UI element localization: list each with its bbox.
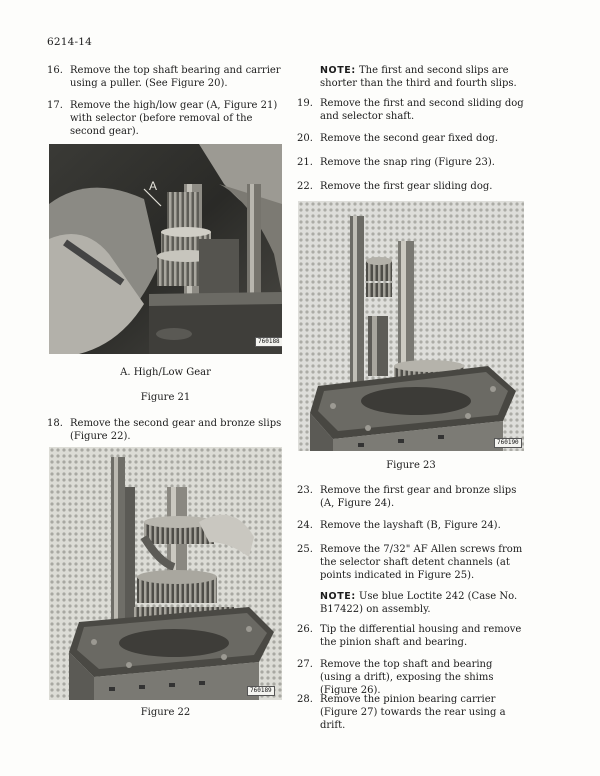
step-22 <box>297 180 527 193</box>
step-24 <box>297 519 527 532</box>
step-number: 16. <box>47 65 63 76</box>
figure-21-callout: A <box>149 179 158 193</box>
step-17 <box>47 99 282 138</box>
step-25 <box>297 543 527 582</box>
step-18 <box>47 417 282 443</box>
step-text: Remove the top shaft and bearing (using a drift), exposing the shims (Figure 26). <box>320 659 494 696</box>
step-text: Remove the layshaft (B, Figure 24). <box>320 520 501 531</box>
step-number: 19. <box>297 98 313 109</box>
step-text: Tip the differential housing and remove the pinion shaft and bearing. <box>320 624 522 648</box>
step-28 <box>297 693 527 732</box>
step-number: 22. <box>297 181 313 192</box>
step-26 <box>297 623 527 649</box>
note-label: NOTE: <box>320 65 356 76</box>
figure-21-caption: Figure 21 <box>140 392 191 403</box>
step-text: Remove the 7/32" AF Allen screws from the selector shaft detent channels (at points indicated in Figure 25). <box>320 544 523 581</box>
figure-21-photo <box>49 144 282 354</box>
step-21 <box>297 156 527 169</box>
figure-21-legend: A. High/Low Gear <box>120 367 211 378</box>
figure-23-photo <box>298 201 524 451</box>
step-text: Remove the second gear and bronze slips (Figure 22). <box>70 418 282 442</box>
step-text: Remove the high/low gear (A, Figure 21) with selector (before removal of the second gear). <box>70 100 278 137</box>
note-label: NOTE: <box>320 591 356 602</box>
page-number: 6214-14 <box>47 36 93 48</box>
step-number: 21. <box>297 157 313 168</box>
step-number: 28. <box>297 694 313 705</box>
step-text: Remove the pinion bearing carrier (Figure 27) towards the rear using a drift. <box>320 694 506 731</box>
figure-22-tag: 760189 <box>247 686 275 696</box>
step-19 <box>297 97 527 123</box>
figure-22-caption: Figure 22 <box>140 707 191 718</box>
step-number: 23. <box>297 485 313 496</box>
note-loctite <box>320 590 526 616</box>
step-23 <box>297 484 527 510</box>
step-number: 27. <box>297 659 313 670</box>
step-text: Remove the snap ring (Figure 23). <box>320 157 495 168</box>
figure-23-tag: 760190 <box>494 438 522 448</box>
figure-21-tag: 760188 <box>255 337 282 347</box>
step-16 <box>47 64 282 90</box>
step-number: 17. <box>47 100 63 111</box>
step-text: Remove the top shaft bearing and carrier using a puller. (See Figure 20). <box>70 65 281 89</box>
step-number: 18. <box>47 418 63 429</box>
figure-22-photo <box>49 447 282 700</box>
note-text: Use blue Loctite 242 (Case No. B17422) on assembly. <box>320 591 518 615</box>
figure-23-caption: Figure 23 <box>386 460 436 471</box>
step-number: 24. <box>297 520 313 531</box>
step-text: Remove the second gear fixed dog. <box>320 133 498 144</box>
note-slips <box>320 64 526 90</box>
note-text: The first and second slips are shorter than the third and fourth slips. <box>320 65 517 89</box>
step-20 <box>297 132 527 145</box>
step-text: Remove the first gear and bronze slips (A, Figure 24). <box>320 485 517 509</box>
step-number: 25. <box>297 544 313 555</box>
step-text: Remove the first and second sliding dog and selector shaft. <box>320 98 524 122</box>
step-27 <box>297 658 527 697</box>
step-number: 26. <box>297 624 313 635</box>
step-number: 20. <box>297 133 313 144</box>
step-text: Remove the first gear sliding dog. <box>320 181 493 192</box>
